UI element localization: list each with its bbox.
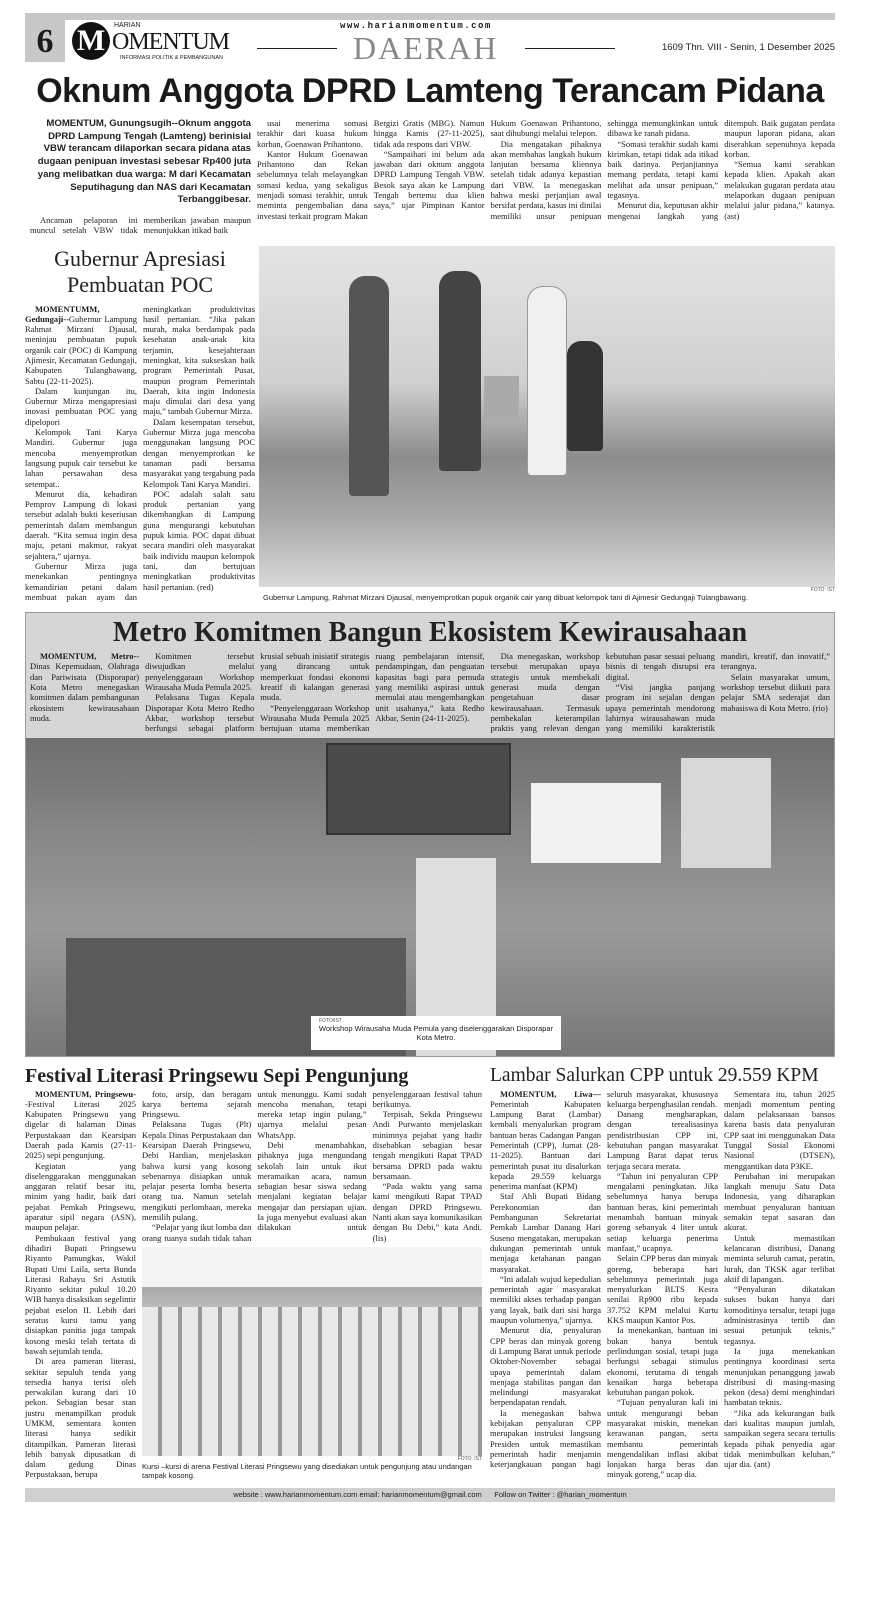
- logo-harian: HARIAN: [114, 22, 141, 29]
- photo-credit: FOTO: IST: [457, 1455, 482, 1462]
- paragraph: [25, 1161, 136, 1233]
- paragraph: [142, 1119, 251, 1222]
- newspaper-page: [25, 0, 835, 1502]
- paragraph: [25, 1089, 136, 1161]
- paragraph-text: Perubahan ini merupakan langkah menuju Satu Data Indonesia, yang diharapkan membuat penyaluran bantuan semakin tepat sasaran dan akurat.: [724, 1170, 835, 1233]
- logo-m-emblem: M: [72, 22, 110, 60]
- page-number: 6: [25, 20, 65, 62]
- paragraph: [724, 1346, 835, 1408]
- paragraph-text: Menurut dia, keputusan akhir mengenai langkah yang ditempuh. Baik gugatan perdata maupun laporan pidana, akan diserahkan sepenuhnya kepada korban.: [607, 118, 835, 221]
- paragraph-text: Di area pameran literasi, sekitar sepuluh tenda yang tersedia hanya terisi oleh perwakilan kurang dari 10 pekon. Sebagian besar stan justru menampilkan produk UMKM, sementara konten literasi hanya sedikit ditampilkan. Pameran literasi lebih banyak dipusatkan di dalam gedung Dinas Perpustakaan, berupa: [25, 1356, 136, 1480]
- paragraph: [607, 1325, 718, 1397]
- footer-contact: website : www.harianmomentum.com email: harianmomentum@gmail.com: [233, 1489, 482, 1499]
- headline-dprd: Oknum Anggota DPRD Lamteng Terancam Pidana: [36, 72, 824, 110]
- paragraph-text: Gubernur Mirza juga menekankan pentingnya kemandirian petani dalam membuat pakan ayam dan meningkatkan produktivitas hasil pertanian. “Jika pakan murah, maka berdampak pada kesehatan anak-anak kita terjamin, kesejahteraan meningkat, kita sukseskan baik program Pemerintah Pusat, maupun program Pemerintah Daerah, kita ingin Indonesia maju dimulai dari desa yang maju,” tambah Gubernur Mirza.: [25, 303, 255, 602]
- paragraph-text: “Visi jangka panjang program ini sejalan dengan upaya pemerintah mendorong lahirnya wirausahawan muda yang memiliki karakteristik mandiri, kreatif, dan inovatif,” terangnya.: [605, 651, 830, 734]
- paragraph-text: Menurut dia, penyaluran CPP beras dan minyak goreng di Lampung Barat untuk periode Oktober-November sebagai upaya pemerintah dalam menjaga stabilitas pangan dan melindungi masyarakat berpendapatan rendah.: [490, 1325, 601, 1408]
- paragraph-text: “Penyaluran dikatakan sukses bukan hanya dari komoditinya tersalur, tetapi juga administrasinya tertib dan sesuai petunjuk teknis,” tegasnya.: [724, 1284, 835, 1346]
- photo-governor-spraying: [259, 246, 835, 588]
- paragraph: [607, 1253, 718, 1325]
- paragraph: [724, 1233, 835, 1284]
- paragraph: [490, 1325, 601, 1407]
- article-body-poc: [25, 304, 255, 603]
- article-poc-text: [25, 246, 255, 603]
- paragraph-text: Pelaksana Tugas (Plt) Kepala Dinas Perpustakaan dan Kearsipan Daerah Pringsewu, Debi Hardian, menjelaskan bahwa kursi yang kosong sebenarnya disiapkan untuk pelajar peserta lomba beserta orang tua. Namun setelah mengikuti perlombaan, mereka memilih pulang.: [142, 1119, 252, 1223]
- paragraph-text: Dalam kesempatan tersebut, Gubernur Mirza juga mencoba menggunakan langsung POC dengan menyemprotkan ke tanaman padi bersama masyarakat yang tergabung pada Kelompok Tani Karya Mandiri.: [143, 416, 255, 489]
- logo-name: OMENTUM: [112, 29, 229, 55]
- paragraph: [143, 489, 255, 592]
- paragraph-text: Selain masyarakat umum, workshop tersebut diikuti para pelajar SMA sederajat dan mahasiswa di Kota Metro. (rio): [720, 671, 830, 713]
- logo-tagline: INFORMASI POLITIK & PEMBANGUNAN: [120, 55, 223, 61]
- divider: [525, 48, 615, 49]
- paragraph-text: foto, arsip, dan beragam karya bertema sejarah Pringsewu.: [142, 1088, 252, 1120]
- paragraph-text: “Sampaihari ini belum ada jawaban dari oknum anggota DPRD Lampung Tengah VBW. Besok saya akan ke Lampung Tengah bertemu dua klien saya,” ujar Pimpinan Kantor Hukum Goenawan Prihantono, saat dihubungi melalui telepon.: [373, 118, 602, 211]
- paragraph: [490, 1274, 601, 1325]
- paragraph-text: Dia menegaskan, workshop tersebut merupakan upaya strategis untuk membekali generasi muda dengan pengetahuan dasar kewirausahaan. Termasuk pembekalan keterampilan praktis yang relevan dengan kebutuhan pasar sesuai peluang bisnis di tengah disrupsi era digital.: [490, 651, 715, 734]
- paragraph-text: Ia juga menekankan pentingnya koordinasi serta menunjukan penanggung jawab distribusi di masing-masing pekon (desa) demi menghindari hambatan teknis.: [724, 1345, 835, 1408]
- article-body-festival-col1: [25, 1089, 136, 1480]
- article-body-metro: [30, 651, 830, 733]
- article-festival: [25, 1063, 482, 1480]
- article-dprd: [25, 118, 835, 236]
- paragraph: [724, 1171, 835, 1233]
- article-box-metro: [25, 612, 835, 1056]
- paragraph: [721, 672, 830, 713]
- paragraph-text: Dinas Kepemudaan, Olahraga dan Pariwisata (Disporapar) Kota Metro menegaskan komitmen dalam pembangunan ekosistem kewirausahaan muda.: [30, 661, 140, 723]
- paragraph-text: Ia menekankan, bantuan ini bukan hanya bentuk perlindungan sosial, tetapi juga berfungsi sebagai stimulus ekonomi, terutama di tengah kenaikan harga beberapa kebutuhan pangan pokok.: [607, 1325, 718, 1398]
- paragraph-text: Ia menegaskan bahwa kebijakan penyaluran CPP merupakan instruksi langsung Presiden untuk memastikan pemerintah hadir menjamin keterjangkauan pangan bagi seluruh masyarakat, khususnya keluarga berpenghasilan rendah.: [490, 1088, 718, 1470]
- paragraph-text: Terpisah, Sekda Pringsewu Andi Purwanto menjelaskan minimnya pejabat yang hadir disebabkan sebagian besar tengah mengikuti Rapat TPAD bersama DPRD pada waktu bersamaan.: [372, 1109, 482, 1181]
- photo-caption-poc: Gubernur Lampung, Rahmat Mirzani Djausal, menyemprotkan pupuk organik cair yang dibuat kelompok tani di Ajimesir Gedungaji Tulangbawang.: [263, 593, 748, 603]
- paragraph-text: “Pelajar yang ikut lomba dan orang tuanya sudah tidak tahan untuk menunggu. Kami sudah mencoba menahan, tetapi mereka tetap ingin pulang,” ujarnya melalui pesan WhatsApp.: [142, 1088, 367, 1243]
- paragraph-text: Kelompok Tani Karya Mandiri. Gubernur juga mencoba menyemprotkan langsung pupuk cair tersebut ke lahan persawahan desa setempat..: [25, 427, 137, 489]
- paragraph-text: Komitmen tersebut diwujudkan melalui penyelenggaraan Workshop Wirausaha Muda Pemula 2025.: [145, 651, 255, 693]
- photo-credit: FOTO: IST: [810, 587, 835, 594]
- paragraph-text: Ancaman pelaporan ini muncul setelah VBW tidak memberikan jawaban maupun menunjukkan itikad baik: [30, 214, 251, 236]
- paragraph: [25, 427, 137, 489]
- paragraph: [724, 1284, 835, 1346]
- headline-poc-line1: Gubernur Apresiasi: [54, 245, 226, 271]
- lead-dprd: MOMENTUM, Gunungsugih--Oknum anggota DPRD Lampung Tengah (Lamteng) berinisial VBW terancam dilaporkan secara pidana atas dugaan penipuan investasi sebesar Rp400 juta yang melibatkan dua warga: M dari Kecamatan Seputihagung dan NAS dari Kecamatan Terbanggibesar.: [37, 118, 251, 206]
- masthead-bar: [25, 13, 835, 20]
- paragraph-text: Selain CPP beras dan minyak goreng, beberapa hari sebelumnya pemerintah juga menyalurkan BLTS Kesra senilai Rp900 ribu kepada 37.752 KPM melalui Kartu KKS maupun Kantor Pos.: [607, 1253, 718, 1326]
- paragraph: [607, 1109, 718, 1171]
- paragraph: [724, 1408, 835, 1470]
- paragraph-text: Menurut dia, kehadiran Pemprov Lampung di lokasi tersebut adalah bukti keseriusan pemerintah dalam membangun daerah. “Kita semua ingin desa maju, petani makmur, rakyat sejahtera,” ujarnya.: [25, 488, 137, 561]
- paragraph-text: “Ini adalah wujud kepedulian pemerintah agar masyarakat memiliki akses terhadap pangan yang layak, baik dari sisi harga maupun volumenya,” ujarnya.: [490, 1273, 601, 1326]
- dateline: MOMENTUM, Metro--: [40, 651, 140, 662]
- paragraph: [25, 1233, 136, 1357]
- paragraph: [724, 159, 835, 221]
- article-dprd-left: [25, 118, 251, 236]
- paragraph-text: “Tujuan penyaluran kali ini untuk mengurangi beban masyarakat miskin, menekan kerawanan pangan, serta membantu pemerintah mengendalikan inflasi akibat lonjakan harga beras dan minyak goreng,” ucap dia.: [607, 1397, 718, 1480]
- paragraph: [25, 386, 137, 427]
- footer-twitter: Follow on Twitter : @harian_momentum: [494, 1489, 627, 1499]
- dateline: MOMENTUMM, Gedungaji--: [25, 303, 100, 324]
- divider: [257, 48, 337, 49]
- article-lambar: [490, 1063, 835, 1480]
- paragraph-text: Gubernur Lampung Rahmat Mirzani Djausal, meninjau pembuatan pupuk organik cair (POC) di Kampung Ajimesir, Kecamatan Gedungaji, Kabupaten Tulangbawang, Sabtu (22-11-2025).: [25, 313, 137, 386]
- bottom-articles: [25, 1063, 835, 1480]
- footer: [25, 1488, 835, 1502]
- article-body-festival-rest: [142, 1089, 482, 1243]
- photo-empty-chairs: [142, 1247, 482, 1456]
- headline-lambar: Lambar Salurkan CPP untuk 29.559 KPM: [490, 1064, 819, 1086]
- paragraph: [724, 1089, 835, 1171]
- paragraph-text: usai menerima somasi terakhir dari kuasa hukum korban, Goenawan Prihantono.: [257, 118, 368, 149]
- article-festival-body: [25, 1089, 482, 1480]
- paragraph: [145, 651, 254, 692]
- paragraph: [142, 1089, 251, 1120]
- article-body-dprd-left: [30, 215, 251, 236]
- paragraph: [490, 1191, 601, 1273]
- paragraph-text: Untuk memastikan kelancaran distribusi, Danang meminta seluruh camat, peratin, lurah, dan TKSK agar terlibat aktif di lapangan.: [724, 1232, 835, 1284]
- paragraph: [373, 1109, 482, 1181]
- section-title: DAERAH: [353, 30, 499, 66]
- paragraph: [143, 417, 255, 489]
- paragraph: [30, 215, 251, 236]
- paragraph-text: Pemerintah Kabupaten Lampung Barat (Lambar) kembali menyalurkan program bantuan beras Cadangan Pangan Pemerintah (CPP), Jumat (28-11-2025). Bantuan dari pemerintah pusat itu disalurkan kepada 29.559 keluarga penerima manfaat (KPM): [490, 1098, 601, 1192]
- paragraph-text: “Somasi terakhir sudah kami kirimkan, tetapi tidak ada itikad baik darinya. Perjanjiannya memang perdata, tetapi kami melihat ada unsur penipuan,” tegasnya.: [607, 138, 719, 201]
- paragraph-text: Debi menambahkan, pihaknya juga mengundang sekolah lain untuk ikut meramaikan acara, namun sebagian besar siswa sedang menjalani kegiatan belajar mengajar dan persiapan ujian. Ia juga menyebut evaluasi akan dilakukan untuk penyelenggaraan festival tahun berikutnya.: [257, 1088, 482, 1233]
- photo-credit: FOTO/IST: [319, 1017, 342, 1024]
- paragraph: [25, 489, 137, 561]
- paragraph-text: Pelaksana Tugas Kepala Disporapar Kota Metro Redho Akbar, workshop tersebut berfungsi sebagai platform krusial sebuah inisiatif strategis yang dirancang untuk memperkuat fondasi ekonomi kreatif di kalangan generasi muda.: [145, 651, 370, 734]
- paragraph-text: “Pada waktu yang sama kami mengikuti Rapat TPAD dengan DPRD Pringsewu. Nanti akan saya komunikasikan dengan Bu Debi,” kata Andi. (lis): [372, 1181, 482, 1243]
- dateline: MOMENTUM, Liwa—: [500, 1088, 601, 1099]
- paragraph-text: POC adalah salah satu produk pertanian yang dikembangkan di Lampung guna mengurangi kebutuhan pupuk kimia. POC dapat dibuat secara mandiri oleh masyarakat baik individu maupun kelompok tani, dan bertujuan meningkatkan produktivitas hasil pertanian. (red): [143, 488, 255, 592]
- masthead: [25, 0, 835, 64]
- headline-poc: [25, 246, 255, 298]
- paragraph: [490, 1089, 601, 1192]
- paragraph: [607, 1397, 718, 1479]
- website-url: www.harianmomentum.com: [340, 21, 492, 31]
- headline-poc-line2: Pembuatan POC: [66, 271, 214, 297]
- paragraph-text: -Festival Literasi 2025 Kabupaten Pringsewu yang digelar di halaman Dinas Perpustakaan dan Kearsipan Daerah pada Kamis (27-11-2025) sepi pengunjung.: [25, 1098, 136, 1161]
- paragraph-text: “Jika ada kekurangan baik dari kualitas maupun jumlah, sampaikan segera secara tertulis kepada pihak penyedia agar tidak menimbulkan keluhan,” ujar dia. (ant): [724, 1407, 835, 1470]
- photo-caption-festival: Kursi –kursi di arena Festival Literasi Pringsewu yang disediakan untuk pengunjung atau undangan tampak kosong.: [142, 1461, 472, 1480]
- paragraph-text: Staf Ahli Bupati Bidang Perekonomian dan Pembangunan Sekretariat Pemkab Lambar Danang Hari Suseno mengatakan, merupakan dukungan pemerintah untuk menjaga ketahanan pangan masyarakat.: [490, 1191, 601, 1274]
- dateline: MOMENTUM, Pringsewu-: [35, 1088, 136, 1099]
- photo-workshop: [26, 738, 834, 1056]
- paragraph-text: Danang mengharapkan, dengan terealisasinya pendistribusian CPP ini, kebutuhan pangan masyarakat Lampung Barat dapat terus terjaga secara merata.: [607, 1109, 718, 1171]
- article-poc-media: [259, 246, 835, 603]
- paragraph-text: “Semua kami serahkan kepada klien. Apakah akan melakukan gugatan perdata atau melaporkan dugaan penipuan melalui jalur pidana,” katanya. (ast): [724, 159, 835, 221]
- paragraph-text: Pembukaan festival yang dihadiri Bupati Pringsewu Riyanto Pamungkas, Wakil Bupati Umi Laila, serta Bunda Literasi Rahayu Sri Astutik Riyanto sekitar pukul 10.20 WIB hanya disaksikan segelintir pejabat eselon II. Lebih dari seratus kursi tamu yang disiapkan panitia juga tampak kosong meski telah tertata di bawah sejumlah tenda.: [25, 1232, 136, 1356]
- paragraph-text: Dia mengatakan pihaknya akan membahas langkah hukum lanjutan bersama kliennya setelah tidak adanya kepastian dari VBW. Ia menegaskan bahwa meski perjanjian awal bersifat perdata, kasus ini dinilai memiliki unsur penipuan sehingga memungkinkan untuk dibawa ke ranah pidana.: [490, 118, 719, 221]
- paragraph: [25, 1356, 136, 1480]
- paragraph: [373, 1181, 482, 1243]
- paragraph: [30, 651, 139, 723]
- article-body-lambar: [490, 1089, 835, 1480]
- paragraph: [607, 139, 718, 201]
- headline-festival: Festival Literasi Pringsewu Sepi Pengunjung: [25, 1064, 409, 1087]
- headline-metro: Metro Komitmen Bangun Ekosistem Kewirausahaan: [112, 617, 748, 649]
- photo-caption-metro: Workshop Wirausaha Muda Pemula yang diselenggarakan Disporapar Kota Metro.: [318, 1023, 554, 1042]
- paragraph-text: Kegiatan yang diselenggarakan menggunakan anggaran relatif besar itu, minim yang hadir, baik dari pejabat Pemkab Pringsewu, aparatur sipil negara (ASN), maupun pelajar.: [25, 1160, 136, 1233]
- article-festival-right: [142, 1089, 482, 1480]
- paragraph-text: Sementara itu, tahun 2025 menjadi momentum penting dalam pelaksanaan bansos karena basis data penyaluran CPP saat ini menggunakan Data Tunggal Sosial Ekonomi Nasional (DTSEN), menggantikan data P3KE.: [724, 1088, 835, 1171]
- paragraph-text: Kantor Hukum Goenawan Prihantono dan Rekan sebelumnya telah melayangkan somasi kedua, yang sekaligus menjadi somasi terakhir, untuk meminta pengembalian dana investasi terkait program Makan Bergizi Gratis (MBG). Namun hingga Kamis (27-11-2025), tidak ada respons dari VBW.: [257, 118, 485, 221]
- paragraph: [25, 304, 137, 386]
- paragraph-text: “Tahun ini penyaluran CPP mengalami peningkatan. Jika sebelumnya hanya berupa bantuan beras, kini pemerintah menambah bantuan minyak goreng sebanyak 4 liter untuk setiap keluarga penerima manfaat,” ucapnya.: [607, 1170, 718, 1253]
- article-body-dprd-right: [257, 118, 835, 236]
- photo-caption-box-metro: [311, 1016, 561, 1050]
- newspaper-logo: [72, 22, 247, 64]
- paragraph-text: “Penyelenggaraan Workshop Wirausaha Muda Pemula 2025 bertujuan utama memberikan ruang pembelajaran intensif, pendampingan, dan penguatan kapasitas bagi para pemuda yang memiliki aspirasi untuk memulai atau mengembangkan unit usahanya,” kata Redho Akbar, Senin (24-11-2025).: [260, 651, 485, 734]
- paragraph-text: Dalam kunjungan itu, Gubernur Mirza mengapresiasi inovasi pembuatan POC yang dipelopori: [25, 385, 137, 427]
- edition-date: 1609 Thn. VIII - Senin, 1 Desember 2025: [661, 42, 835, 53]
- paragraph: [607, 1171, 718, 1253]
- paragraph: [257, 118, 368, 149]
- article-poc: [25, 246, 835, 603]
